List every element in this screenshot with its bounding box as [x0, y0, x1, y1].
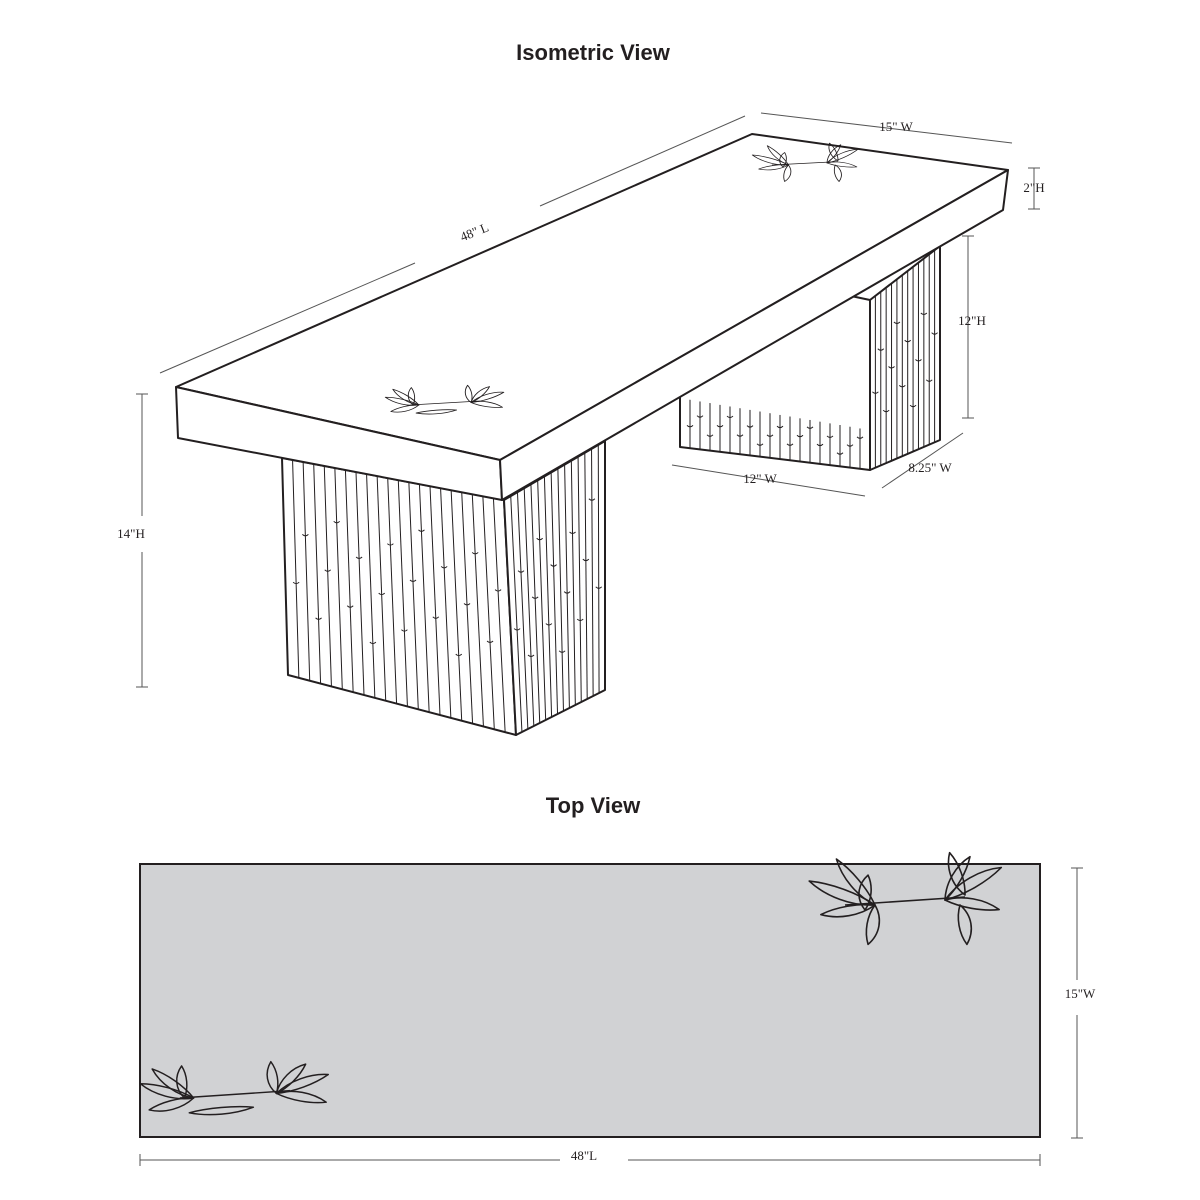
top-view-title: Top View: [545, 793, 641, 818]
dim-pedestal-width: 12" W: [743, 471, 777, 486]
dim-length: 48" L: [457, 219, 491, 245]
dim-top-view-width: 15"W: [1064, 986, 1096, 1001]
dim-total-height: 14"H: [117, 526, 145, 541]
dim-top-width: 15" W: [879, 119, 913, 134]
bench-top-view: [140, 864, 1040, 1137]
dim-pedestal-height: 12"H: [958, 313, 986, 328]
dim-top-view-length: 48"L: [570, 1148, 598, 1163]
dim-top-height: 2"H: [1023, 180, 1045, 195]
isometric-title: Isometric View: [516, 40, 670, 65]
dim-pedestal-depth: 8.25" W: [908, 460, 952, 475]
